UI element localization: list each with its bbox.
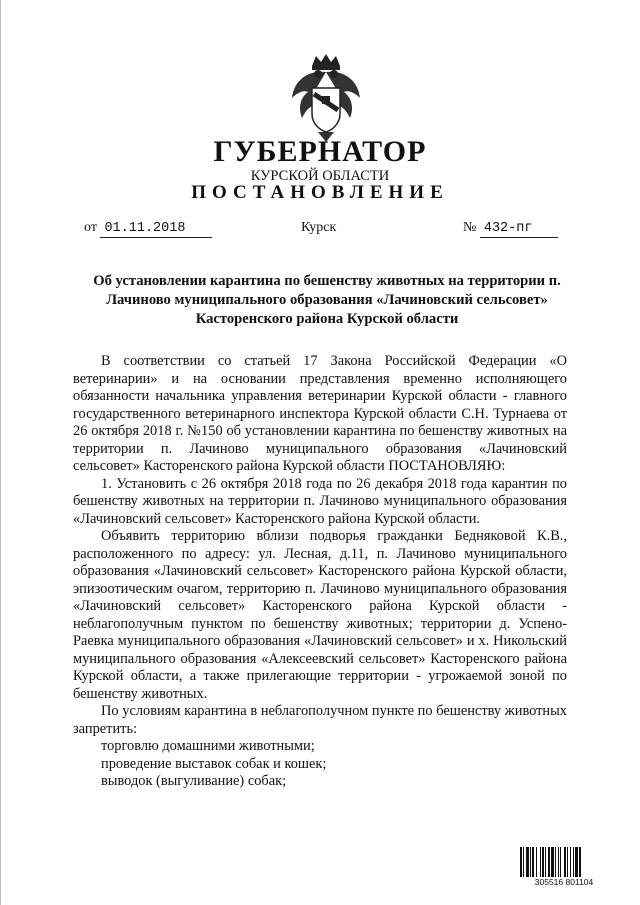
list-item: выводок (выгуливание) собак;: [101, 773, 287, 789]
barcode-bar: [555, 847, 556, 877]
list-item: торговлю домашними животными;: [101, 738, 315, 754]
barcode-bar: [520, 847, 522, 877]
governor-heading: ГУБЕРНАТОР: [213, 135, 427, 168]
barcode-bar: [564, 847, 566, 877]
barcode-bar: [558, 847, 559, 877]
decree-body: [73, 353, 567, 791]
decree-title: Об установлении карантина по бешенству животных на территории п. Лачиново муниципального образования «Лачиновский сельсовет» Касторенского района Курской области: [93, 273, 561, 327]
barcode-bar: [536, 847, 537, 877]
barcode-bar: [573, 847, 574, 877]
barcode-bar: [532, 847, 534, 877]
barcode-bar: [548, 847, 550, 877]
barcode-bar: [560, 847, 561, 877]
number-value: 432-пг: [480, 221, 558, 238]
barcode-bar: [523, 847, 524, 877]
decree-number: [463, 220, 558, 238]
coat-of-arms-icon: [288, 52, 364, 144]
date-value: 01.11.2018: [100, 221, 212, 238]
number-prefix: №: [463, 220, 477, 235]
barcode-bar: [542, 847, 544, 877]
barcode-bar: [530, 847, 531, 877]
barcode-bar: [567, 847, 568, 877]
decree-date: [84, 220, 212, 238]
barcode-bar: [575, 847, 578, 877]
decree-city: Курск: [301, 220, 337, 235]
decree-heading: ПОСТАНОВЛЕНИЕ: [191, 182, 449, 203]
barcode-bar: [579, 847, 581, 877]
barcode-bar: [570, 847, 571, 877]
barcode-bar: [526, 847, 529, 877]
barcode-bar: [545, 847, 546, 877]
intro-paragraph: В соответствии со статьей 17 Закона Российской Федерации «О ветеринарии» и на основании представления временно исполняющего обязанности начальника управления ветеринарии Курской области - главного государственного ветеринарного инспектора Курской области С.Н. Турнаева от 26 октября 2018 г. №150 об установлении карантина по бешенству животных на территории п. Лачиново муниципального образования «Лачиновский сельсовет» Касторенского района Курской области ПОСТАНОВЛЯЮ:: [73, 353, 567, 474]
item-1-paragraph: 1. Установить с 26 октября 2018 года по 26 декабря 2018 года карантин по бешенству животных на территории п. Лачиново муниципального образования «Лачиновский сельсовет» Касторенского района Курской области.: [73, 475, 567, 527]
paragraph-2: Объявить территорию вблизи подворья гражданки Бедняковой К.В., расположенного по адресу: ул. Лесная, д.11, п. Лачиново муниципального образования «Лачиновский сельсовет» Касторенского района Курской области, эпизоотическим очагом, территорию п. Лачиново муниципального образования «Лачиновский сельсовет» Касторенского района Курской области - неблагополучным пунктом по бешенству животных; территории д. Успено-Раевка муниципального образования «Лачиновский сельсовет» и х. Никольский муниципального образования «Алексеевский сельсовет» Касторенского района Курской области, а также прилегающие территории - угрожаемой зоной по бешенству животных.: [73, 528, 567, 702]
list-item: проведение выставок собак и кошек;: [101, 755, 327, 772]
barcode-bar: [540, 847, 541, 877]
paragraph-3: По условиям карантина в неблагополучном пункте по бешенству животных запретить:: [73, 703, 567, 737]
region-heading: КУРСКОЙ ОБЛАСТИ: [250, 168, 390, 184]
barcode-bar: [551, 847, 554, 877]
date-prefix: от: [84, 220, 97, 235]
barcode-number: 305516 801104: [519, 877, 609, 887]
